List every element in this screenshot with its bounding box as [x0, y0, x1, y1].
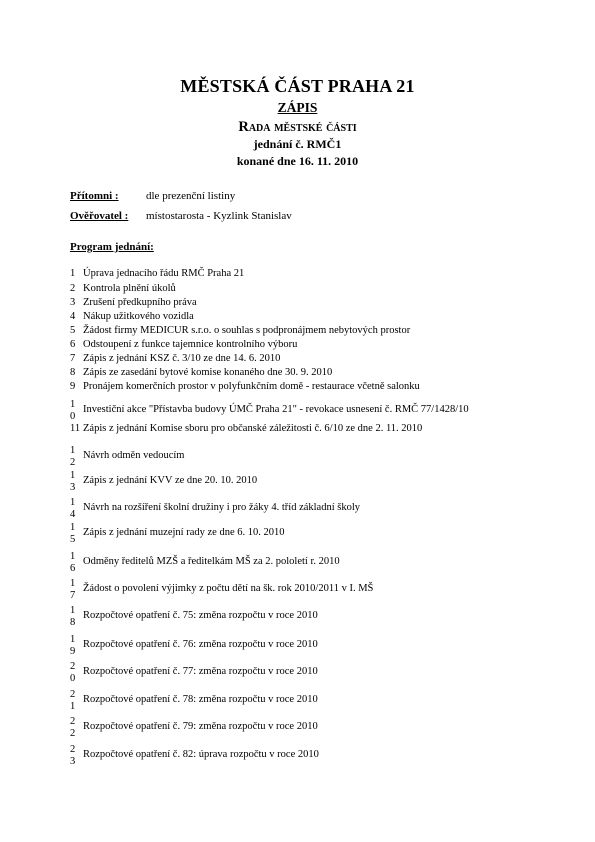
program-item-number: 8: [70, 367, 76, 378]
program-item-text: Zrušení předkupního práva: [83, 297, 197, 308]
program-item-text: Rozpočtové opatření č. 82: úprava rozpočtu v roce 2010: [83, 749, 319, 760]
program-item: [70, 399, 550, 422]
program-item-number: 6: [70, 339, 76, 350]
program-item-text: Odstoupení z funkce tajemnice kontrolního výboru: [83, 339, 298, 350]
program-item: [70, 716, 550, 739]
program-item-text: Návrh na rozšíření školní družiny i pro žáky 4. tříd základní školy: [83, 502, 361, 513]
program-item: [70, 522, 550, 545]
program-item-text: Zápis ze zasedání bytové komise konaného dne 30. 9. 2010: [83, 367, 333, 378]
program-item-number: 19: [70, 634, 76, 657]
program-item-text: Úprava jednacího řádu RMČ Praha 21: [83, 268, 245, 279]
program-item-number: 13: [70, 470, 76, 493]
program-item-number: 14: [70, 497, 76, 520]
program-item-number: 5: [70, 325, 76, 336]
program-item-number: 7: [70, 353, 76, 364]
program-item-number: 20: [70, 661, 76, 684]
program-item-number: 23: [70, 744, 76, 767]
program-item-text: Pronájem komerčních prostor v polyfunkčním domě - restaurace včetně salonku: [83, 381, 420, 392]
present-value: dle prezenční listiny: [146, 190, 236, 202]
program-item-text: Kontrola plnění úkolů: [83, 283, 176, 294]
program-item-number: 16: [70, 551, 76, 574]
program-item: [70, 689, 550, 712]
program-item-number: 21: [70, 689, 76, 712]
program-item-text: Zápis z jednání muzejní rady ze dne 6. 10. 2010: [83, 527, 285, 538]
present-label: Přítomni :: [70, 190, 119, 202]
program-item-text: Rozpočtové opatření č. 79: změna rozpočtu v roce 2010: [83, 721, 318, 732]
document-title: MĚSTSKÁ ČÁST PRAHA 21: [180, 76, 415, 96]
program-item-text: Rozpočtové opatření č. 76: změna rozpočtu v roce 2010: [83, 639, 318, 650]
program-item-text: Rozpočtové opatření č. 78: změna rozpočtu v roce 2010: [83, 694, 318, 705]
program-item-text: Rozpočtové opatření č. 75: změna rozpočtu v roce 2010: [83, 610, 318, 621]
meeting-number: jednání č. RMČ1: [253, 137, 342, 151]
program-item-number: 4: [70, 311, 76, 322]
program-item-text: Žádost o povolení výjimky z počtu dětí na šk. rok 2010/2011 v I. MŠ: [83, 583, 374, 594]
program-item-text: Nákup užitkového vozidla: [83, 311, 194, 322]
program-item: [70, 381, 550, 397]
meeting-date: konané dne 16. 11. 2010: [236, 154, 359, 168]
program-item-number: 22: [70, 716, 76, 739]
program-item-number: 3: [70, 297, 76, 308]
program-item-number: 17: [70, 578, 76, 601]
program-item-number: 18: [70, 605, 76, 628]
program-item-text: Zápis z jednání Komise sboru pro občanské záležitosti č. 6/10 ze dne 2. 11. 2010: [83, 423, 423, 434]
program-item-text: Žádost firmy MEDICUR s.r.o. o souhlas s podpronájmem nebytových prostor: [83, 325, 411, 336]
body-name: Rada městské části: [238, 119, 357, 135]
program-item: [70, 634, 550, 657]
program-item: [70, 423, 550, 439]
program-heading: Program jednání:: [70, 241, 154, 253]
program-item: [70, 605, 550, 628]
program-item-text: Rozpočtové opatření č. 77: změna rozpočtu v roce 2010: [83, 666, 318, 677]
program-item-number: 2: [70, 283, 76, 294]
document-subtitle: ZÁPIS: [277, 100, 318, 115]
program-item-number: 11: [70, 423, 81, 434]
program-item: [70, 744, 550, 767]
program-item: [70, 268, 550, 284]
program-item: [70, 445, 550, 468]
verifier-label: Ověřovatel :: [70, 210, 129, 222]
program-item-number: 15: [70, 522, 76, 545]
program-item-text: Zápis z jednání KSZ č. 3/10 ze dne 14. 6. 2010: [83, 353, 281, 364]
program-item: [70, 551, 550, 574]
program-item-number: 10: [70, 399, 76, 422]
program-item-number: 9: [70, 381, 76, 392]
program-item-text: Investiční akce "Přístavba budovy ÚMČ Praha 21" - revokace usnesení č. RMČ 77/1428/10: [83, 404, 469, 415]
verifier-value: místostarosta - Kyzlink Stanislav: [146, 210, 292, 222]
program-item: [70, 661, 550, 684]
program-item: [70, 497, 550, 520]
program-item-number: 1: [70, 268, 76, 279]
program-item: [70, 578, 550, 601]
program-item: [70, 470, 550, 493]
program-item-text: Zápis z jednání KVV ze dne 20. 10. 2010: [83, 475, 258, 486]
program-item-text: Návrh odměn vedoucím: [83, 450, 185, 461]
program-item-number: 12: [70, 445, 76, 468]
program-item-text: Odměny ředitelů MZŠ a ředitelkám MŠ za 2. pololetí r. 2010: [83, 556, 340, 567]
